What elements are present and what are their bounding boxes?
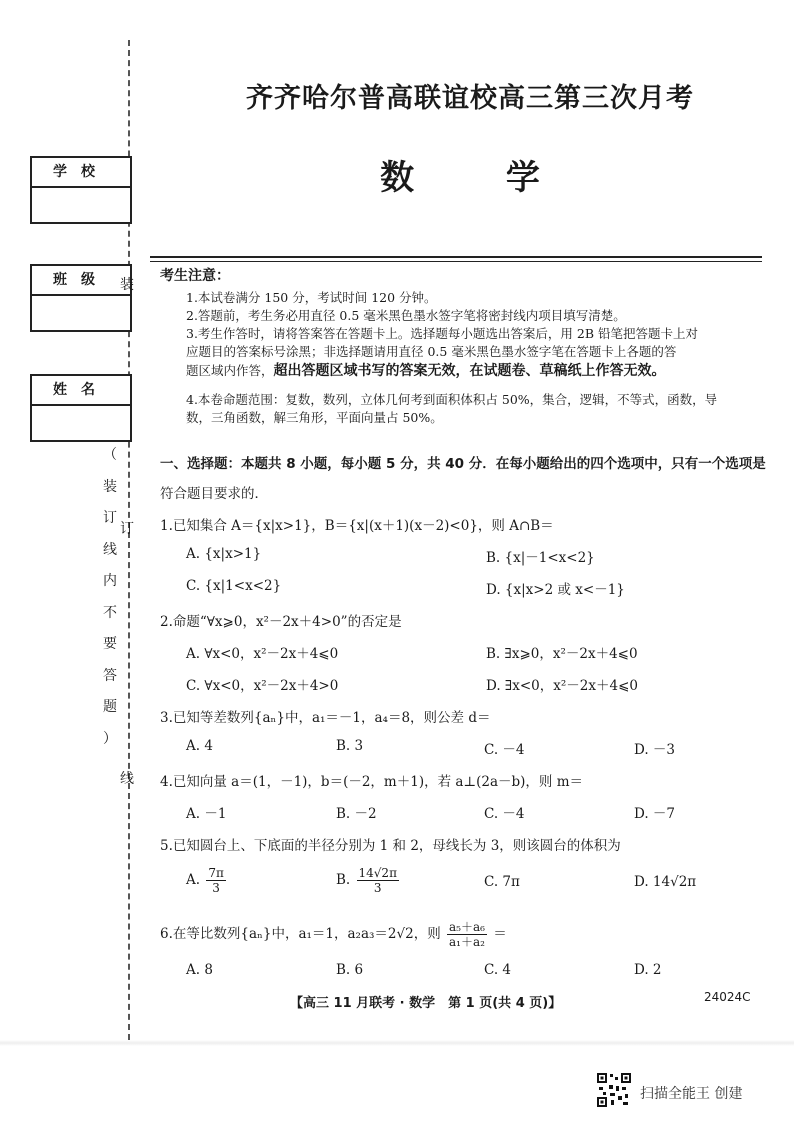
header-rule-thin [150, 261, 762, 262]
scanner-watermark: 扫描全能王 创建 [640, 1086, 743, 1102]
binding-char: （ [103, 447, 117, 463]
q5-option-b-fraction [357, 866, 399, 895]
binding-char: 内 [103, 573, 117, 589]
fraction-numerator: a₅＋a₆ [449, 920, 485, 934]
q6-stem: 6.在等比数列{aₙ}中，a₁＝1，a₂a₃＝2√2，则 [160, 926, 441, 942]
q5-option-a-fraction [206, 866, 226, 895]
subject-title: 数 学 [380, 158, 580, 198]
q5-option-a-letter: A. [186, 872, 201, 888]
binding-char: 装 [103, 478, 117, 495]
q1-option-a[interactable]: A. {x|x>1} [186, 546, 262, 562]
notice-line: 4.本卷命题范围：复数，数列，立体几何考到面积体积占 50%，集合，逻辑，不等式，函数，导 [186, 392, 718, 407]
q3-option-a[interactable]: A. 4 [186, 738, 213, 754]
fraction-numerator: 7π [208, 866, 224, 880]
q5-option-c[interactable]: C. 7π [484, 874, 520, 890]
question-1: 1.已知集合 A＝{x|x>1}，B＝{x|(x＋1)(x－2)<0}，则 A∩B＝ [160, 518, 554, 534]
q4-option-d[interactable]: D. －7 [634, 806, 676, 822]
name-label: 姓名 [32, 376, 130, 406]
q4-option-a[interactable]: A. －1 [186, 806, 227, 822]
class-label: 班级 [32, 266, 130, 296]
fraction-denominator: a₁＋a₂ [449, 935, 485, 949]
scan-shadow [0, 1040, 794, 1046]
binding-char: 不 [103, 604, 117, 621]
question-5: 5.已知圆台上、下底面的半径分别为 1 和 2，母线长为 3，则该圆台的体积为 [160, 838, 621, 854]
school-input-area[interactable] [32, 188, 130, 222]
notice-line: 1.本试卷满分 150 分，考试时间 120 分钟。 [186, 290, 437, 305]
q4-option-b[interactable]: B. －2 [336, 806, 377, 822]
q5-option-b[interactable] [336, 866, 401, 895]
q3-option-d[interactable]: D. －3 [634, 742, 676, 758]
binding-xian: 线 [120, 771, 134, 787]
school-label: 学校 [32, 158, 130, 188]
name-input-area[interactable] [32, 406, 130, 440]
section-heading: 一、选择题：本题共 8 小题，每小题 5 分，共 40 分．在每小题给出的四个选项中，只有一个选项是 [160, 456, 766, 472]
q6-stem-end: ＝ [493, 926, 507, 942]
fraction-denominator: 3 [212, 881, 220, 895]
q3-option-c[interactable]: C. －4 [484, 742, 525, 758]
question-4: 4.已知向量 a＝(1，－1)，b＝(－2，m＋1)，若 a⊥(2a－b)，则 m＝ [160, 774, 584, 790]
header-rule [150, 256, 762, 258]
class-field[interactable] [30, 264, 132, 332]
q1-option-b[interactable]: B. {x|－1<x<2} [486, 550, 595, 566]
paper-code: 24024C [704, 990, 751, 1004]
section-heading-cont: 符合题目要求的． [160, 486, 268, 502]
question-3: 3.已知等差数列{aₙ}中，a₁＝－1，a₄＝8，则公差 d＝ [160, 710, 491, 726]
fraction-denominator: 3 [373, 881, 382, 895]
fraction-numerator: 14√2π [358, 866, 397, 880]
notice-title: 考生注意： [160, 268, 230, 284]
q5-option-a[interactable] [186, 866, 228, 895]
binding-char: 答 [103, 667, 117, 684]
page-footer: 【高三 11 月联考 · 数学 第 1 页(共 4 页)】 [290, 996, 562, 1011]
notice-line: 题区域内作答， [186, 363, 274, 378]
binding-char: 要 [103, 636, 117, 652]
notice-line: 数，三角函数，解三角形，平面向量占 50%。 [186, 410, 443, 425]
qr-code-icon [596, 1072, 632, 1108]
notice-line: 2.答题前，考生务必用直径 0.5 毫米黑色墨水签字笔将密封线内项目填写清楚。 [186, 308, 626, 323]
binding-char: 题 [103, 699, 117, 715]
question-6 [160, 920, 507, 949]
name-field[interactable] [30, 374, 132, 442]
q5-option-b-letter: B. [336, 872, 351, 888]
q2-option-d[interactable]: D. ∃x<0，x²－2x＋4⩽0 [486, 678, 638, 694]
q1-option-c[interactable]: C. {x|1<x<2} [186, 578, 282, 594]
q2-option-c[interactable]: C. ∀x<0，x²－2x＋4>0 [186, 678, 339, 694]
binding-char: ） [103, 730, 117, 747]
q6-option-b[interactable]: B. 6 [336, 962, 364, 978]
q5-option-d[interactable]: D. 14√2π [634, 874, 697, 890]
q6-fraction [447, 920, 487, 949]
school-field[interactable] [30, 156, 132, 224]
q4-option-c[interactable]: C. －4 [484, 806, 525, 822]
class-input-area[interactable] [32, 296, 130, 330]
q6-option-c[interactable]: C. 4 [484, 962, 512, 978]
q3-option-b[interactable]: B. 3 [336, 738, 364, 754]
notice-bold-warning: 超出答题区域书写的答案无效，在试题卷、草稿纸上作答无效。 [273, 363, 666, 379]
binding-warning [102, 444, 118, 759]
q6-option-a[interactable]: A. 8 [186, 962, 213, 978]
binding-zhuang: 装 [120, 277, 134, 293]
notice-line: 应题目的答案标号涂黑；非选择题请用直径 0.5 毫米黑色墨水签字笔在答题卡上各题的答 [186, 344, 677, 359]
q1-option-d[interactable]: D. {x|x>2 或 x<－1} [486, 582, 625, 598]
notice-line: 3.考生作答时，请将答案答在答题卡上。选择题每小题选出答案后，用 2B 铅笔把答题卡上对 [186, 326, 699, 341]
q2-option-b[interactable]: B. ∃x⩾0，x²－2x＋4⩽0 [486, 646, 638, 662]
exam-title: 齐齐哈尔普高联谊校高三第三次月考 [246, 83, 694, 114]
notice-line-with-bold [186, 362, 666, 380]
binding-char: 订 [103, 510, 117, 526]
q2-option-a[interactable]: A. ∀x<0，x²－2x＋4⩽0 [186, 646, 339, 662]
question-2: 2.命题“∀x⩾0，x²－2x＋4>0”的否定是 [160, 614, 402, 630]
binding-char: 线 [103, 541, 117, 558]
q6-option-d[interactable]: D. 2 [634, 962, 662, 978]
binding-ding: 订 [120, 521, 134, 537]
